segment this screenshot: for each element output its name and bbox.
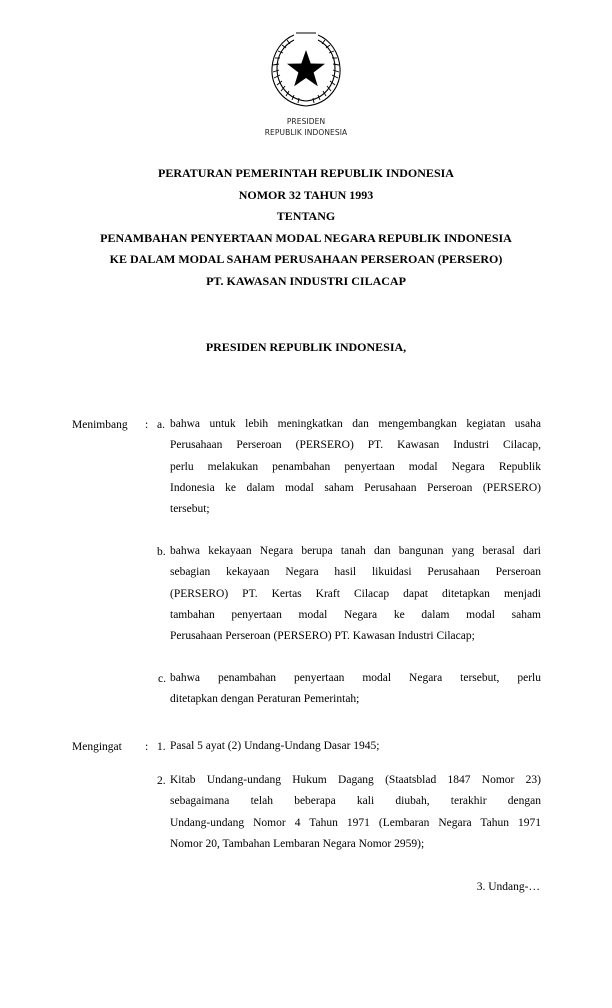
text-line: perlu melakukan penambahan penyertaan modal Negara Republik xyxy=(170,460,541,473)
text-line: Undang-undang Nomor 4 Tahun 1971 (Lembaran Negara Tahun 1971 xyxy=(170,816,541,829)
mengingat-label: Mengingat xyxy=(72,741,122,753)
emblem-caption-presiden: PRESIDEN xyxy=(286,117,326,126)
president-heading: PRESIDEN REPUBLIK INDONESIA, xyxy=(205,340,407,354)
mengingat-colon: : xyxy=(145,741,149,753)
menimbang-item-marker-a: a. xyxy=(157,419,165,431)
text-line: sebagian kekayaan Negara hasil likuidasi Perusahaan Perseroan xyxy=(170,566,541,579)
mengingat-item-marker-1: 1. xyxy=(157,741,166,753)
mengingat-item-2 xyxy=(170,770,541,855)
title-line-6: PT. KAWASAN INDUSTRI CILACAP xyxy=(206,273,406,288)
menimbang-item-b xyxy=(170,541,541,647)
text-line: Perusahaan Perseroan (PERSERO) PT. Kawasan Industri Cilacap; xyxy=(170,630,475,643)
text-line: bahwa penambahan penyertaan modal Negara tersebut, perlu xyxy=(170,672,541,684)
title-line-1: PERATURAN PEMERINTAH REPUBLIK INDONESIA xyxy=(158,166,454,180)
mengingat-item-1 xyxy=(170,736,541,757)
menimbang-item-marker-b: b. xyxy=(157,546,166,558)
title-line-2: NOMOR 32 TAHUN 1993 xyxy=(238,187,374,202)
emblem-caption-republik: REPUBLIK INDONESIA xyxy=(264,128,348,137)
menimbang-item-a xyxy=(170,414,541,520)
menimbang-colon: : xyxy=(145,419,149,431)
mengingat-item-marker-2: 2. xyxy=(157,775,166,787)
title-line-4: PENAMBAHAN PENYERTAAN MODAL NEGARA REPUBLIK INDONESIA xyxy=(100,230,512,245)
text-line: tersebut; xyxy=(170,503,210,516)
title-line-5: KE DALAM MODAL SAHAM PERUSAHAAN PERSEROAN (PERSERO) xyxy=(109,252,503,266)
text-line: (PERSERO) PT. Kertas Kraft Cilacap dapat ditetapkan menjadi xyxy=(170,587,541,600)
text-line: tambahan penyertaan modal Negara ke dalam modal saham xyxy=(170,608,541,621)
text-line: Indonesia ke dalam modal saham Perusahaan Perseroan (PERSERO) xyxy=(170,481,541,494)
text-line: Kitab Undang-undang Hukum Dagang (Staatsblad 1847 Nomor 23) xyxy=(170,774,541,786)
title-line-3: TENTANG xyxy=(276,209,336,223)
text-line: ditetapkan dengan Peraturan Pemerintah; xyxy=(170,693,360,706)
text-line: Nomor 20, Tambahan Lembaran Negara Nomor 2959); xyxy=(170,837,425,850)
menimbang-label: Menimbang xyxy=(72,419,128,431)
text-line: bahwa kekayaan Negara berupa tanah dan bangunan yang berasal dari xyxy=(170,545,541,557)
menimbang-item-c xyxy=(170,668,541,711)
text-line: bahwa untuk lebih meningkatkan dan mengembangkan kegiatan usaha xyxy=(170,418,541,430)
text-line: sebagaimana telah beberapa kali diubah, terakhir dengan xyxy=(170,795,541,808)
page-continuation-marker: 3. Undang-… xyxy=(476,881,540,893)
menimbang-item-marker-c: c. xyxy=(158,673,166,685)
garuda-star-emblem-icon xyxy=(268,30,344,110)
regulation-title xyxy=(0,163,612,292)
text-line: Perusahaan Perseroan (PERSERO) PT. Kawasan Industri Cilacap, xyxy=(170,439,541,452)
text-line: Pasal 5 ayat (2) Undang-Undang Dasar 1945; xyxy=(170,740,380,752)
